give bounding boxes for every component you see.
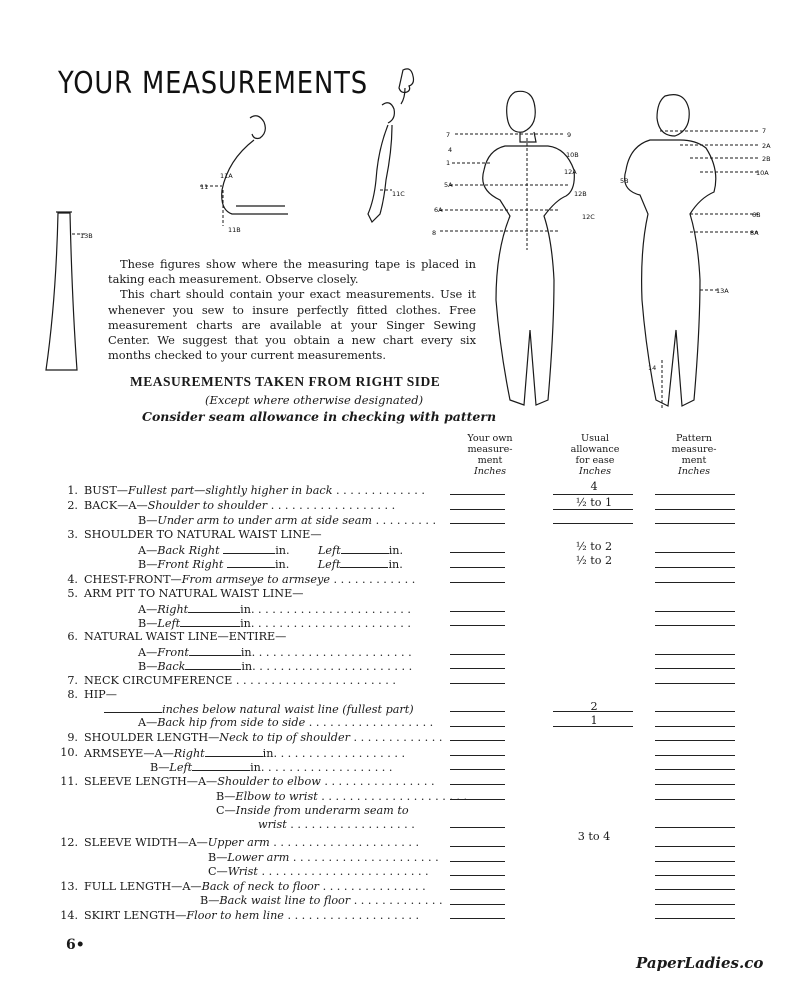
svg-text:10A: 10A: [756, 169, 769, 177]
answer-line[interactable]: [655, 755, 735, 756]
measurement-row-hip: 8. HIP—: [67, 688, 117, 701]
measurement-row-sleeve-width-b: B—Lower arm . . . . . . . . . . . . . . . . . . . . .: [208, 851, 439, 864]
svg-text:12A: 12A: [564, 168, 577, 176]
answer-line[interactable]: [655, 740, 735, 741]
answer-line[interactable]: [450, 668, 505, 669]
answer-line[interactable]: [450, 875, 505, 876]
measurement-row-waist-front: A—Front in. . . . . . . . . . . . . . . . . . . . . . .: [138, 646, 412, 659]
answer-line[interactable]: [655, 523, 735, 524]
answer-line[interactable]: [655, 552, 735, 553]
answer-line[interactable]: [450, 769, 505, 770]
page-title: YOUR MEASUREMENTS: [58, 66, 368, 101]
allowance-hip: 2: [590, 700, 598, 713]
answer-line[interactable]: [655, 567, 735, 568]
answer-line[interactable]: [655, 769, 735, 770]
answer-line[interactable]: [655, 494, 735, 495]
answer-line[interactable]: [450, 846, 505, 847]
measurement-row-sleeve-length-b: B—Elbow to wrist . . . . . . . . . . . . . . . . . . . . .: [216, 790, 468, 803]
answer-line[interactable]: [450, 740, 505, 741]
svg-text:1: 1: [446, 159, 451, 167]
answer-line[interactable]: [450, 726, 505, 727]
intro-paragraph-2: This chart should contain your exact measurements. Use it whenever you sew to insure perfectly fitted clothes. Free measurement charts are available at your Singer Sewing Center. We suggest that you obtain a new chart every six months checked to your current measurements.: [108, 287, 476, 363]
measurement-row-skirt-length: 14. SKIRT LENGTH—Floor to hem line . . . . . . . . . . . . . . . . . . .: [60, 909, 420, 922]
answer-line[interactable]: [553, 523, 633, 524]
head-profile-figure: [399, 69, 414, 104]
arm-figure-a: [200, 116, 288, 226]
answer-line[interactable]: [655, 625, 735, 626]
svg-text:13B: 13B: [80, 232, 93, 240]
svg-text:11B: 11B: [228, 226, 241, 234]
answer-line[interactable]: [450, 784, 505, 785]
measurement-row-shoulder-waist-b: B—Front Right in. Left in.: [138, 558, 403, 571]
measurement-row-waist-entire: 6. NATURAL WAIST LINE—ENTIRE—: [67, 630, 287, 643]
svg-text:8: 8: [432, 229, 437, 237]
svg-text:5A: 5A: [444, 181, 453, 189]
measurement-row-sleeve-width: 12. SLEEVE WIDTH—A—Upper arm . . . . . . . . . . . . . . . . . . . . .: [60, 836, 420, 849]
answer-line[interactable]: [450, 625, 505, 626]
svg-text:7: 7: [446, 131, 451, 139]
answer-line[interactable]: [553, 494, 633, 495]
answer-line[interactable]: [655, 509, 735, 510]
measurement-row-full-length: 13. FULL LENGTH—A—Back of neck to floor . . . . . . . . . . . . . . .: [60, 880, 426, 893]
svg-text:10B: 10B: [566, 151, 579, 159]
answer-line[interactable]: [450, 654, 505, 655]
measurement-row-shoulder-waist: 3. SHOULDER TO NATURAL WAIST LINE—: [67, 528, 322, 541]
measurement-row-armpit-waist-a: A—Right in. . . . . . . . . . . . . . . . . . . . . . .: [138, 603, 411, 616]
answer-line[interactable]: [450, 552, 505, 553]
svg-text:8A: 8A: [750, 229, 759, 237]
answer-line[interactable]: [655, 889, 735, 890]
svg-text:12C: 12C: [582, 213, 595, 221]
answer-line[interactable]: [553, 711, 633, 712]
intro-paragraph-1: These figures show where the measuring tape is placed in taking each measurement. Observe closely.: [108, 257, 476, 287]
measurement-row-armseye: 10. ARMSEYE—A—Right in. . . . . . . . . . . . . . . . . . .: [60, 746, 406, 760]
answer-line[interactable]: [450, 523, 505, 524]
answer-line[interactable]: [655, 726, 735, 727]
answer-line[interactable]: [553, 726, 633, 727]
measurement-row-sleeve-length-c2: wrist . . . . . . . . . . . . . . . . . .: [258, 818, 415, 831]
answer-line[interactable]: [450, 889, 505, 890]
svg-text:11C: 11C: [392, 190, 405, 198]
answer-line[interactable]: [450, 683, 505, 684]
answer-line[interactable]: [655, 784, 735, 785]
answer-line[interactable]: [450, 799, 505, 800]
back-figure: [625, 95, 760, 408]
answer-line[interactable]: [655, 711, 735, 712]
svg-text:7: 7: [762, 127, 767, 135]
measurement-row-chest: 4. CHEST-FRONT—From armseye to armseye . . . . . . . . . . . .: [67, 573, 416, 586]
arm-figure-b: [368, 103, 394, 222]
measurement-row-armpit-waist-b: B—Left in. . . . . . . . . . . . . . . . . . . . . . .: [138, 617, 411, 630]
measurement-row-armseye-b: B—Left in. . . . . . . . . . . . . . . . . . .: [150, 761, 393, 774]
answer-line[interactable]: [655, 582, 735, 583]
measurement-row-full-length-b: B—Back waist line to floor . . . . . . . . . . . . .: [200, 894, 443, 907]
svg-text:9: 9: [567, 131, 572, 139]
allowance-hip-a: 1: [590, 714, 598, 727]
answer-line[interactable]: [450, 611, 505, 612]
measurement-row-waist-back: B—Back in. . . . . . . . . . . . . . . . . . . . . . .: [138, 660, 413, 673]
answer-line[interactable]: [553, 509, 633, 510]
intro-text: [108, 257, 476, 363]
answer-line[interactable]: [450, 755, 505, 756]
svg-text:6B: 6B: [752, 211, 761, 219]
measurement-row-sleeve-length-c: C—Inside from underarm seam to: [216, 804, 409, 817]
watermark: PaperLadies.co: [636, 954, 764, 972]
answer-line[interactable]: [655, 861, 735, 862]
svg-text:5B: 5B: [620, 177, 629, 185]
answer-line[interactable]: [450, 582, 505, 583]
measurement-row-shoulder-length: 9. SHOULDER LENGTH—Neck to tip of shoulder . . . . . . . . . . . . .: [67, 731, 443, 744]
svg-text:2A: 2A: [762, 142, 771, 150]
answer-line[interactable]: [450, 861, 505, 862]
answer-line[interactable]: [450, 509, 505, 510]
column-usual-allowance: Usual allowance for ease Inches: [570, 433, 620, 477]
answer-line[interactable]: [655, 875, 735, 876]
svg-text:6A: 6A: [434, 206, 443, 214]
measurement-row-shoulder-waist-a: A—Back Right in. Left in.: [138, 544, 404, 557]
svg-text:13A: 13A: [716, 287, 729, 295]
measurement-row-sleeve-width-c: C—Wrist . . . . . . . . . . . . . . . . . . . . . . . .: [208, 865, 429, 878]
answer-line[interactable]: [655, 611, 735, 612]
svg-text:2B: 2B: [762, 155, 771, 163]
answer-line[interactable]: [450, 827, 505, 828]
measurement-row-hip-inches: inches below natural waist line (fullest part): [0, 702, 794, 716]
measurement-row-armpit-waist: 5. ARM PIT TO NATURAL WAIST LINE—: [67, 587, 304, 600]
allowance-shoulder-waist-b: ½ to 2: [575, 554, 613, 567]
svg-text:11: 11: [200, 183, 209, 191]
answer-line[interactable]: [450, 918, 505, 919]
column-own-measurement: Your own measure- ment Inches: [467, 433, 513, 477]
answer-line[interactable]: [655, 904, 735, 905]
answer-line[interactable]: [655, 846, 735, 847]
measurement-row-neck: 7. NECK CIRCUMFERENCE . . . . . . . . . . . . . . . . . . . . . . .: [67, 674, 396, 687]
measurement-row-hip-a: A—Back hip from side to side . . . . . . . . . . . . . . . . . .: [138, 716, 434, 729]
column-pattern-measurement: Pattern measure- ment Inches: [671, 433, 717, 477]
measurement-row-bust: 1. BUST—Fullest part—slightly higher in back . . . . . . . . . . . . .: [67, 484, 425, 497]
answer-line[interactable]: [655, 799, 735, 800]
answer-line[interactable]: [655, 654, 735, 655]
answer-line[interactable]: [655, 918, 735, 919]
svg-text:12B: 12B: [574, 190, 587, 198]
answer-line[interactable]: [450, 567, 505, 568]
section-subheading: (Except where otherwise designated): [205, 393, 424, 407]
allowance-shoulder-waist-a: ½ to 2: [575, 540, 613, 553]
section-heading: MEASUREMENTS TAKEN FROM RIGHT SIDE: [130, 374, 441, 389]
seam-note: Consider seam allowance in checking with pattern: [142, 409, 497, 424]
measurement-row-back: 2. BACK—A—Shoulder to shoulder . . . . . . . . . . . . . . . . . .: [67, 499, 396, 512]
answer-line[interactable]: [450, 494, 505, 495]
svg-text:11A: 11A: [220, 172, 233, 180]
svg-text:4: 4: [448, 146, 453, 154]
answer-line[interactable]: [450, 904, 505, 905]
measurement-row-sleeve-length: 11. SLEEVE LENGTH—A—Shoulder to elbow . . . . . . . . . . . . . . . .: [60, 775, 435, 788]
page-number: 6•: [66, 937, 85, 953]
svg-text:14: 14: [648, 364, 657, 372]
measurement-row-back-b: B—Under arm to under arm at side seam . . . . . . . . .: [138, 514, 437, 527]
answer-line[interactable]: [655, 683, 735, 684]
answer-line[interactable]: [450, 711, 505, 712]
allowance-sleeve-width: 3 to 4: [577, 830, 611, 843]
allowance-bust: 4: [590, 480, 598, 493]
allowance-back: ½ to 1: [575, 496, 613, 509]
answer-line[interactable]: [655, 827, 735, 828]
answer-line[interactable]: [655, 668, 735, 669]
